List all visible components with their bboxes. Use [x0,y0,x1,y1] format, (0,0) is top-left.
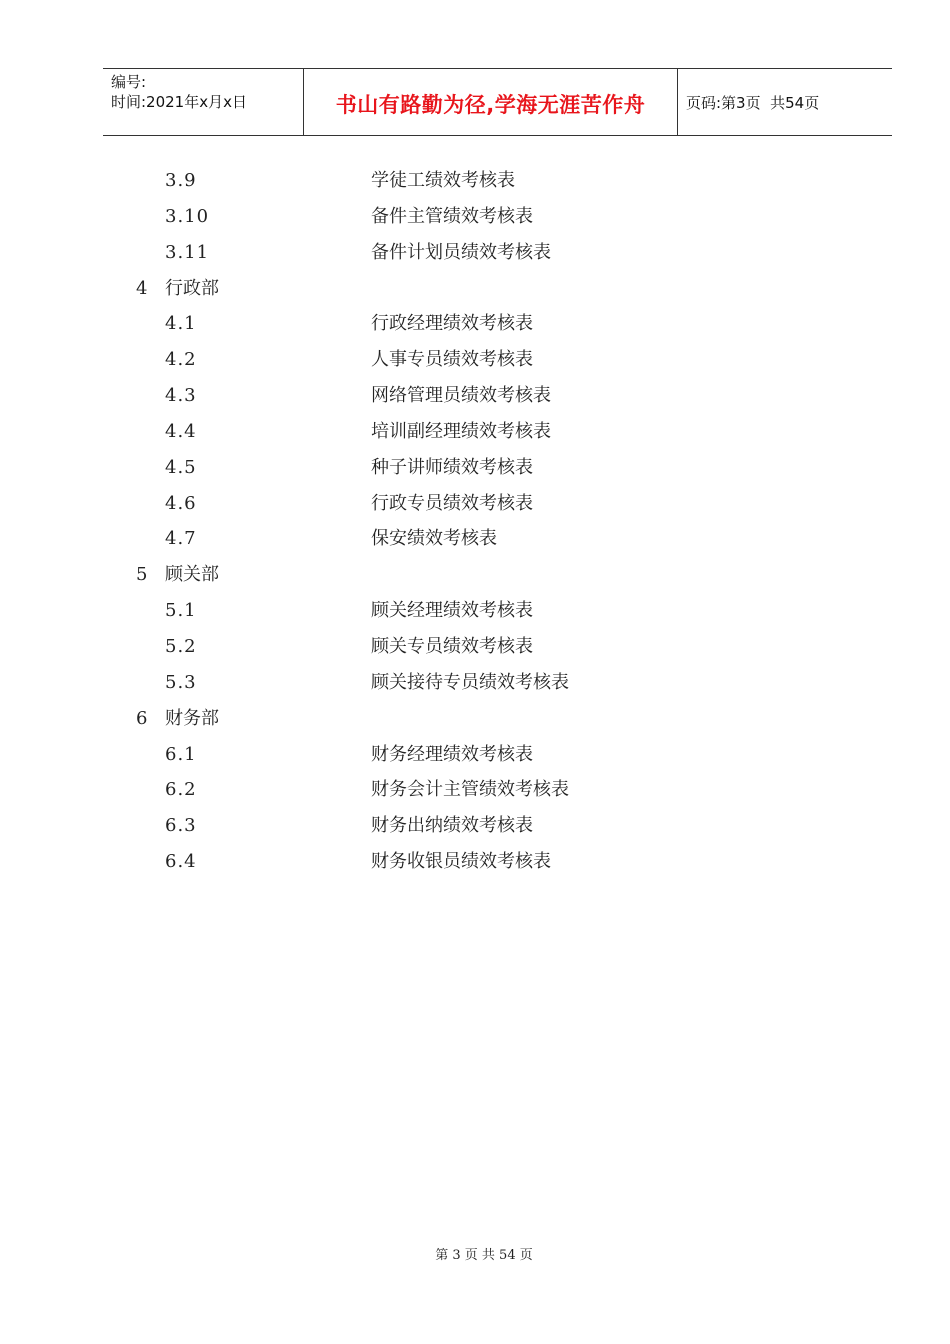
toc-number: 5 [136,564,149,586]
toc-title: 顾关经理绩效考核表 [371,600,533,622]
toc-number: 4.2 [165,349,197,371]
toc-section-row [0,701,950,737]
toc-number: 5.1 [165,600,197,622]
toc-title: 财务收银员绩效考核表 [371,851,551,873]
header-meta [103,69,304,135]
toc-number: 3.11 [165,241,210,263]
toc-number: 6.1 [165,743,197,765]
toc-entry-row [0,486,950,522]
toc-title: 财务出纳绩效考核表 [371,815,533,837]
toc-title: 学徒工绩效考核表 [371,170,515,191]
toc-entry-row [0,629,950,665]
toc-title: 行政专员绩效考核表 [371,492,533,514]
toc-entry-row [0,593,950,629]
toc-number: 3.10 [165,205,210,227]
toc-entry-row [0,772,950,808]
toc-entry-row [0,235,950,271]
toc-number: 6.2 [165,779,197,801]
toc-number: 4.4 [165,420,197,442]
toc-title: 顾关接待专员绩效考核表 [371,671,569,693]
toc-title: 顾关专员绩效考核表 [371,635,533,657]
toc-title: 保安绩效考核表 [371,528,497,550]
toc-number: 4.3 [165,385,197,407]
toc-title: 网络管理员绩效考核表 [371,385,551,407]
toc-entry-row [0,342,950,378]
toc-section-row [0,557,950,593]
toc-title: 种子讲师绩效考核表 [371,456,533,478]
toc-title: 财务会计主管绩效考核表 [371,779,569,801]
toc-title: 备件计划员绩效考核表 [371,241,551,263]
table-of-contents [0,163,950,880]
toc-number: 6.4 [165,851,197,873]
toc-entry-row [0,521,950,557]
header-motto: 书山有路勤为径,学海无涯苦作舟 [304,69,678,135]
toc-number: 4 [136,277,149,299]
time-label: 时间:2021年x月x日 [111,93,247,111]
toc-entry-row [0,808,950,844]
page-header [103,68,892,136]
number-label: 编号: [111,73,147,91]
toc-title: 行政部 [165,277,219,299]
toc-number: 5.3 [165,671,197,693]
toc-entry-row [0,306,950,342]
toc-entry-row [0,844,950,880]
toc-title: 行政经理绩效考核表 [371,313,533,335]
toc-title: 顾关部 [165,564,219,586]
toc-title: 人事专员绩效考核表 [371,349,533,371]
toc-entry-row [0,737,950,773]
toc-number: 4.7 [165,528,197,550]
toc-number: 4.6 [165,492,197,514]
toc-title: 培训副经理绩效考核表 [371,420,551,442]
toc-title: 财务经理绩效考核表 [371,743,533,765]
page-footer: 第 3 页 共 54 页 [435,1248,533,1263]
toc-number: 3.9 [165,170,197,191]
header-page-code: 页码:第3页 共54页 [686,93,820,112]
toc-entry-row [0,450,950,486]
toc-number: 5.2 [165,635,197,657]
toc-entry-row [0,163,950,199]
toc-title: 财务部 [165,707,219,729]
toc-title: 备件主管绩效考核表 [371,205,533,227]
toc-entry-row [0,378,950,414]
toc-number: 4.1 [165,313,197,335]
toc-number: 4.5 [165,456,197,478]
toc-entry-row [0,414,950,450]
toc-entry-row [0,665,950,701]
toc-entry-row [0,199,950,235]
toc-section-row [0,271,950,307]
toc-number: 6.3 [165,815,197,837]
toc-number: 6 [136,707,149,729]
